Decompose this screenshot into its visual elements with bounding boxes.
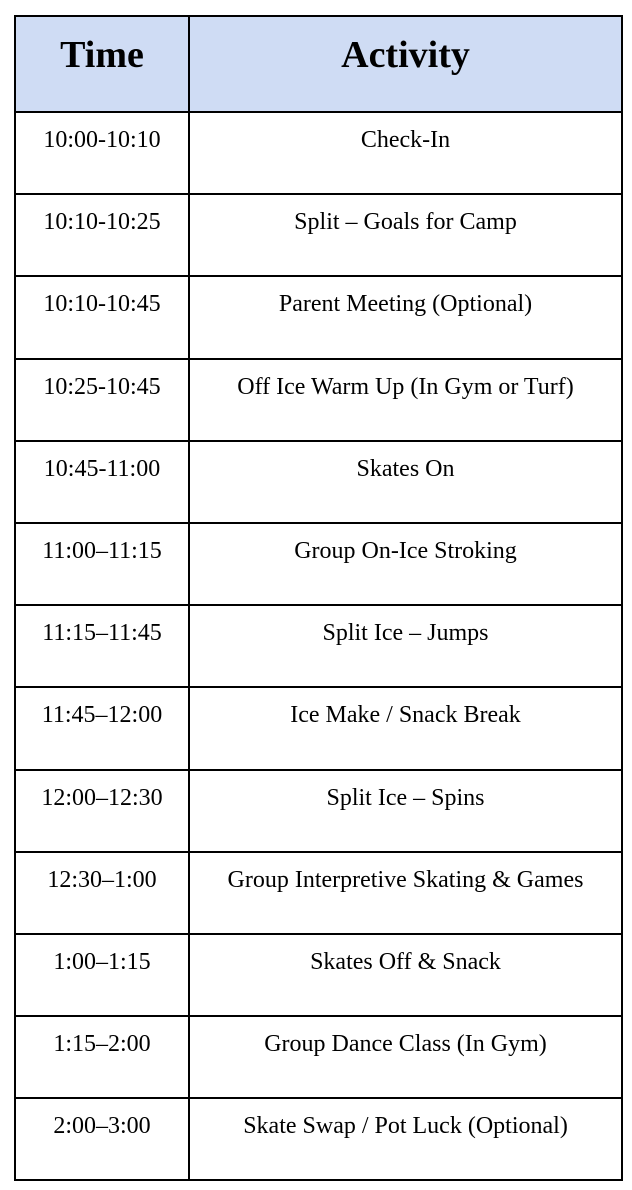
- time-cell: 11:15–11:45: [15, 605, 189, 687]
- table-row: [15, 687, 622, 769]
- time-cell: 10:45-11:00: [15, 441, 189, 523]
- table-row: [15, 1098, 622, 1180]
- activity-column-header: Activity: [189, 16, 622, 112]
- time-cell: 10:25-10:45: [15, 359, 189, 441]
- table-row: [15, 276, 622, 358]
- table-row: [15, 194, 622, 276]
- table-row: [15, 770, 622, 852]
- table-row: [15, 852, 622, 934]
- activity-cell: Split Ice – Spins: [189, 770, 622, 852]
- table-row: [15, 1016, 622, 1098]
- activity-cell: Group Dance Class (In Gym): [189, 1016, 622, 1098]
- table-row: [15, 934, 622, 1016]
- activity-cell: Skates On: [189, 441, 622, 523]
- time-cell: 11:00–11:15: [15, 523, 189, 605]
- table-row: [15, 523, 622, 605]
- activity-cell: Group On-Ice Stroking: [189, 523, 622, 605]
- activity-cell: Group Interpretive Skating & Games: [189, 852, 622, 934]
- activity-cell: Skate Swap / Pot Luck (Optional): [189, 1098, 622, 1180]
- activity-cell: Off Ice Warm Up (In Gym or Turf): [189, 359, 622, 441]
- header-row: [15, 16, 622, 112]
- time-cell: 10:00-10:10: [15, 112, 189, 194]
- table-row: [15, 359, 622, 441]
- activity-cell: Parent Meeting (Optional): [189, 276, 622, 358]
- time-cell: 10:10-10:25: [15, 194, 189, 276]
- time-cell: 12:30–1:00: [15, 852, 189, 934]
- table-row: [15, 605, 622, 687]
- time-cell: 1:15–2:00: [15, 1016, 189, 1098]
- activity-cell: Split Ice – Jumps: [189, 605, 622, 687]
- time-cell: 12:00–12:30: [15, 770, 189, 852]
- schedule-table: [14, 15, 623, 1181]
- table-row: [15, 441, 622, 523]
- table-row: [15, 112, 622, 194]
- time-cell: 1:00–1:15: [15, 934, 189, 1016]
- activity-cell: Ice Make / Snack Break: [189, 687, 622, 769]
- time-cell: 11:45–12:00: [15, 687, 189, 769]
- activity-cell: Check-In: [189, 112, 622, 194]
- time-cell: 10:10-10:45: [15, 276, 189, 358]
- time-column-header: Time: [15, 16, 189, 112]
- activity-cell: Skates Off & Snack: [189, 934, 622, 1016]
- activity-cell: Split – Goals for Camp: [189, 194, 622, 276]
- time-cell: 2:00–3:00: [15, 1098, 189, 1180]
